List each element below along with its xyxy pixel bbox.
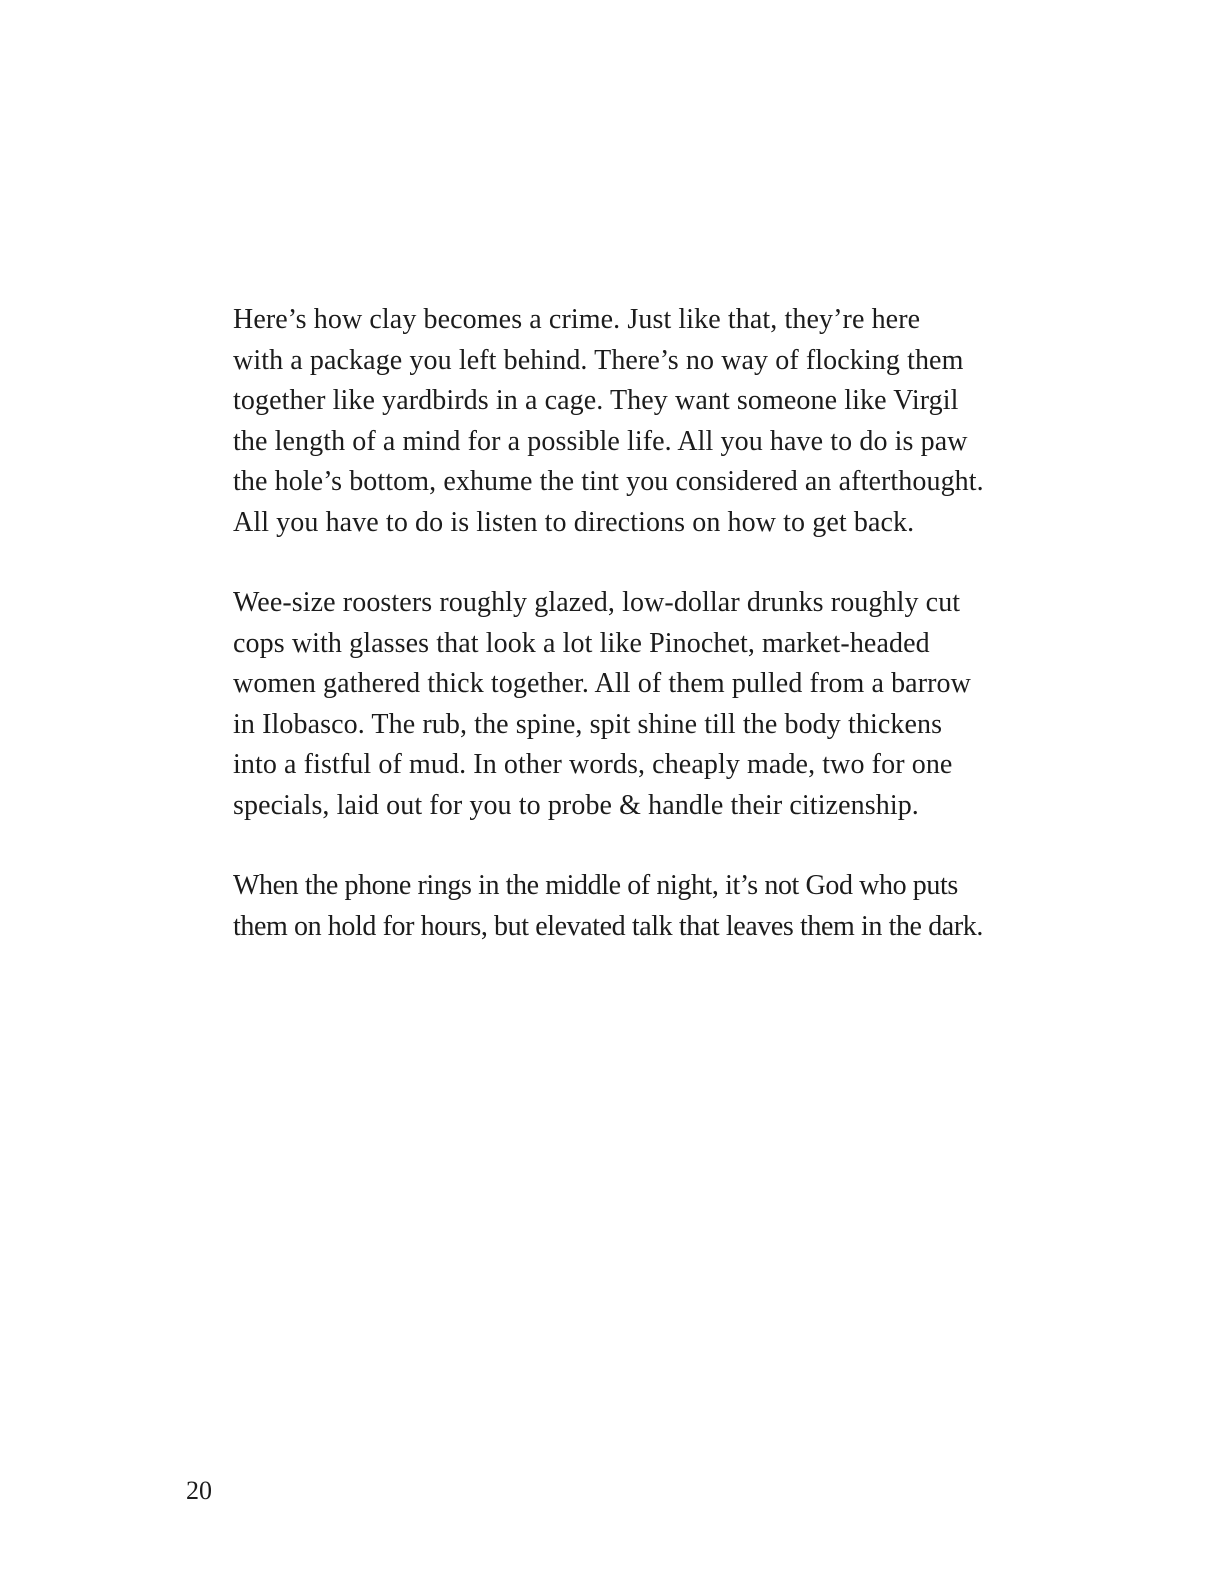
poem-line: women gathered thick together. All of them pulled from a barrow [233, 668, 971, 699]
poem-line: together like yardbirds in a cage. They want someone like Virgil [233, 385, 959, 416]
poem-line: Here’s how clay becomes a crime. Just like that, they’re here [233, 304, 921, 335]
stanza [233, 300, 993, 543]
poem-line: Wee-size roosters roughly glazed, low-dollar drunks roughly cut [233, 587, 961, 618]
poem-line: into a fistful of mud. In other words, cheaply made, two for one [233, 749, 953, 780]
poem-text-block [233, 300, 993, 987]
stanza [233, 866, 993, 947]
poem-line: them on hold for hours, but elevated talk that leaves them in the dark. [233, 910, 983, 942]
poem-line: the hole’s bottom, exhume the tint you considered an afterthought. [233, 466, 984, 497]
poem-line: All you have to do is listen to directions on how to get back. [233, 506, 915, 538]
poem-line: When the phone rings in the middle of night, it’s not God who puts [233, 870, 958, 901]
poem-line: the length of a mind for a possible life. All you have to do is paw [233, 425, 968, 457]
poem-line: in Ilobasco. The rub, the spine, spit shine till the body thickens [233, 708, 943, 740]
stanza [233, 583, 993, 826]
poem-line: cops with glasses that look a lot like Pinochet, market-headed [233, 627, 930, 659]
poem-line: specials, laid out for you to probe & handle their citizenship. [233, 789, 919, 821]
poem-line: with a package you left behind. There’s no way of flocking them [233, 344, 964, 376]
page-number: 20 [186, 1476, 212, 1505]
